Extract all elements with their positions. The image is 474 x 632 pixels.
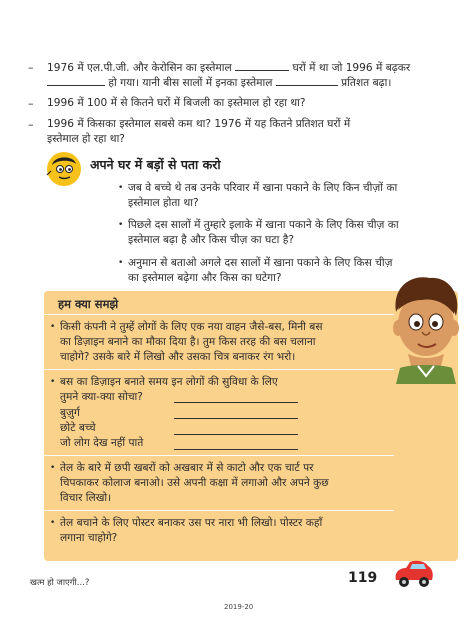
blank-line [276, 75, 338, 86]
ask-item-3-line-1: अनुमान से बताओ अगले दस सालों में खाना पकाने के लिए किस चीज़ [128, 257, 393, 269]
sub-item-visually-impaired: जो लोग देख नहीं पाते [60, 437, 144, 449]
understand-item-1-line-2: का डिज़ाइन बनाने का मौका दिया है। तुम किस तरह की बस चलाना [60, 336, 316, 348]
understand-item-2-line-1: बस का डिज़ाइन बनाते समय इन लोगों की सुविधा के लिए [60, 376, 278, 388]
understand-item-4-line-2: लगाना चाहोगे? [60, 532, 118, 544]
question-3-line-1: 1996 में किसका इस्तेमाल सबसे कम था? 1976 में यह कितने प्रतिशत घरों में [47, 118, 351, 130]
bullet-dot: • [118, 220, 124, 230]
answer-line [174, 449, 298, 450]
section-divider [44, 510, 394, 511]
understand-item-3-line-1: तेल के बारे में छपी खबरों को अखबार में से काटो और एक चार्ट पर [60, 462, 314, 474]
dash-bullet: – [28, 97, 34, 110]
understand-item-1-line-3: चाहोगे? उसके बारे में लिखो और उसका चित्र बनाकर रंग भरो। [60, 351, 296, 363]
bullet-dot: • [118, 183, 124, 193]
bullet-dot: • [50, 463, 56, 473]
section-divider [44, 369, 394, 370]
discussion-face-icon [46, 151, 82, 187]
answer-line [174, 434, 298, 435]
ask-item-1-line-2: इस्तेमाल होता था? [128, 197, 199, 209]
ask-item-1-line-1: जब वे बच्चे थे तब उनके परिवार में खाना पकाने के लिए किन चीज़ों का [128, 182, 398, 194]
what-we-understood-heading: हम क्या समझे [58, 297, 119, 311]
question-3-line-2: इस्तेमाल हो रहा था? [47, 133, 125, 145]
section-divider [44, 314, 394, 315]
ask-elders-heading: अपने घर में बड़ों से पता करो [90, 157, 221, 172]
question-1-line-2: हो गया। यानी बीस सालों में इनका इस्तेमाल प्रतिशत बढ़ा। [47, 75, 391, 91]
boy-illustration [382, 272, 466, 384]
understand-item-1-line-1: किसी कंपनी ने तुम्हें लोगों के लिए एक नया वाहन जैसे-बस, मिनी बस [60, 321, 323, 333]
bullet-dot: • [50, 518, 56, 528]
chapter-title-footer: खत्म हो जाएगी...? [30, 578, 90, 588]
blank-line [235, 60, 289, 71]
blank-line [47, 75, 105, 86]
understand-item-3-line-3: विचार लिखो। [60, 492, 112, 504]
edition-year: 2019-20 [224, 603, 254, 611]
car-icon [392, 558, 436, 590]
bullet-dot: • [50, 322, 56, 332]
bullet-dot: • [118, 258, 124, 268]
ask-item-2-line-1: पिछले दस सालों में तुम्हारे इलाके में खाना पकाने के लिए किस चीज़ का [128, 219, 399, 231]
understand-item-2-line-2: तुमने क्या-क्या सोचा? [60, 391, 143, 403]
answer-line [174, 402, 298, 403]
ask-item-3-line-2: का इस्तेमाल बढ़ेगा और किस का घटेगा? [128, 272, 282, 284]
understand-item-3-line-2: चिपकाकर कोलाज बनाओ। उसे अपनी कक्षा में लगाओ और अपने कुछ [60, 477, 329, 489]
dash-bullet: – [28, 61, 34, 74]
understand-item-4-line-1: तेल बचाने के लिए पोस्टर बनाकर उस पर नारा भी लिखो। पोस्टर कहाँ [60, 517, 323, 529]
sub-item-elderly: बुज़ुर्ग [60, 407, 80, 419]
bullet-dot: • [50, 377, 56, 387]
question-2: 1996 में 100 में से कितने घरों में बिजली का इस्तेमाल हो रहा था? [47, 97, 306, 109]
ask-item-2-line-2: इस्तेमाल बढ़ा है और किस चीज़ का घटा है? [128, 234, 294, 246]
sub-item-small-children: छोटे बच्चे [60, 422, 96, 434]
page-number: 119 [348, 570, 378, 586]
dash-bullet: – [28, 118, 34, 131]
answer-line [174, 418, 298, 419]
section-divider [44, 455, 394, 456]
question-1-line-1: 1976 में एल.पी.जी. और केरोसिन का इस्तेमाल घरों में था जो 1996 में बढ़कर [47, 62, 411, 74]
